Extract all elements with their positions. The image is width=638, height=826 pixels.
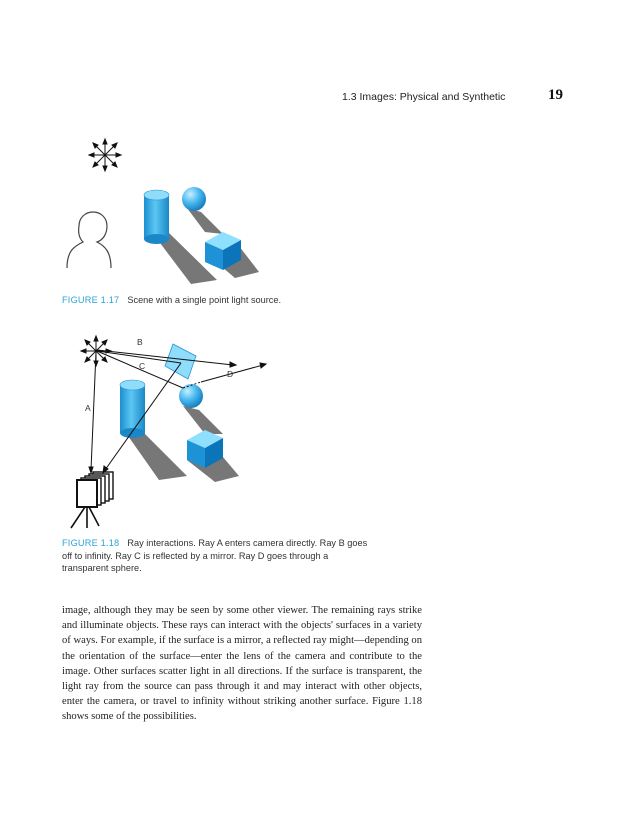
ray-d-label: D (227, 369, 234, 379)
figure-1-17-text: Scene with a single point light source. (127, 295, 282, 305)
camera-icon (71, 472, 113, 528)
running-header: 1.3 Images: Physical and Synthetic (342, 91, 506, 103)
figure-1-17-label: FIGURE 1.17 (62, 295, 120, 305)
figure-1-18-caption (62, 537, 374, 575)
figure-1-18-text: Ray interactions. Ray A enters camera directly. Ray B goes off to infinity. Ray C is reflected by a mirror. Ray D goes through a transparent sphere. (62, 538, 368, 573)
figure-1-18-label: FIGURE 1.18 (62, 538, 120, 548)
ray-c-label: C (139, 361, 146, 371)
figure-1-17-caption (62, 294, 422, 307)
ray-b-label: B (137, 337, 143, 347)
cylinder-object (120, 380, 145, 438)
page-number: 19 (548, 87, 563, 103)
figure-1-17-illustration (55, 128, 265, 288)
sphere-object (182, 187, 206, 211)
viewer-silhouette (67, 212, 111, 268)
light-source-icon (89, 139, 121, 171)
cylinder-object (144, 190, 169, 244)
sphere-shadow (187, 208, 223, 234)
ray-a-label: A (85, 403, 91, 413)
figure-1-18-illustration (55, 330, 275, 530)
sphere-shadow (183, 406, 223, 434)
body-paragraph: image, although they may be seen by some other viewer. The remaining rays strike and illuminate objects. These rays can interact with the objects' surfaces in a variety of ways. For example, if the surface is a mirror, a reflected ray might—depending on the orientation of the surface—enter the lens of the camera and contribute to the image. Other surfaces scatter light in all directions. If the surface is transparent, the light ray from the source can pass through it and may interact with other objects, enter the camera, or travel to infinity without striking another surface. Figure 1.18 shows some of the possibilities. (62, 605, 422, 723)
